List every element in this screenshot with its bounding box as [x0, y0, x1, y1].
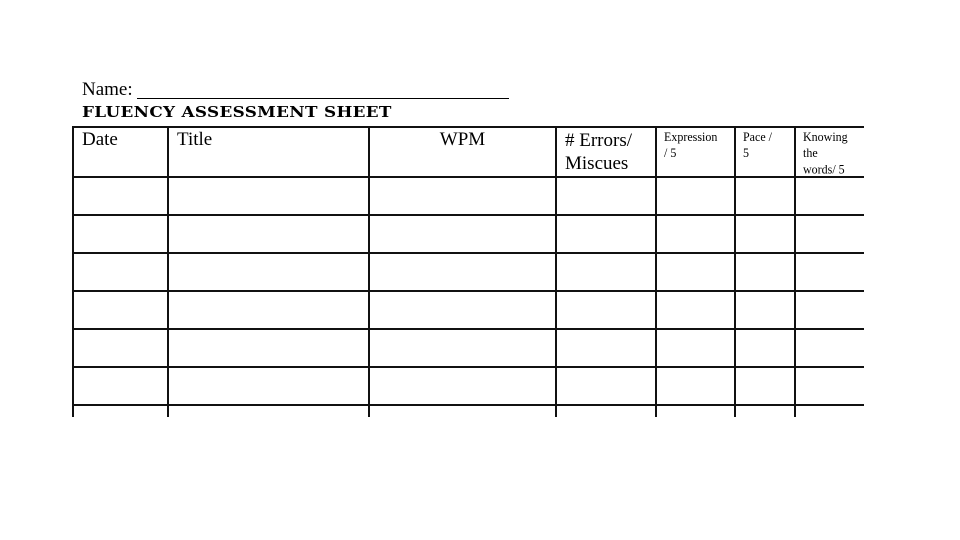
- column-header-label: Title: [177, 129, 213, 150]
- table-cell[interactable]: [73, 329, 168, 367]
- table-cell[interactable]: [168, 367, 369, 405]
- table-header-row: [73, 127, 864, 177]
- column-header-label: Pace / 5: [743, 129, 772, 161]
- table-cell[interactable]: [735, 367, 795, 405]
- table-row: [73, 215, 864, 253]
- table-cell[interactable]: [168, 329, 369, 367]
- table-cell[interactable]: [73, 367, 168, 405]
- table-cell[interactable]: [73, 177, 168, 215]
- table-cell[interactable]: [168, 405, 369, 417]
- table-cell[interactable]: [795, 253, 864, 291]
- table-cell[interactable]: [556, 405, 656, 417]
- table-row: [73, 405, 864, 417]
- table-row: [73, 367, 864, 405]
- table-cell[interactable]: [369, 405, 556, 417]
- table-cell[interactable]: [556, 177, 656, 215]
- table-cell[interactable]: [168, 215, 369, 253]
- column-header-knowing-words: [795, 127, 864, 177]
- table-cell[interactable]: [168, 177, 369, 215]
- table-cell[interactable]: [73, 215, 168, 253]
- table-cell[interactable]: [73, 253, 168, 291]
- table-cell[interactable]: [735, 405, 795, 417]
- table-row: [73, 329, 864, 367]
- column-header-wpm: [369, 127, 556, 177]
- table-cell[interactable]: [556, 367, 656, 405]
- table-row: [73, 177, 864, 215]
- table-cell[interactable]: [369, 329, 556, 367]
- table-row: [73, 291, 864, 329]
- table-cell[interactable]: [795, 367, 864, 405]
- table-cell[interactable]: [73, 405, 168, 417]
- table-cell[interactable]: [369, 291, 556, 329]
- table-cell[interactable]: [168, 291, 369, 329]
- column-header-label: # Errors/ Miscues: [565, 130, 633, 174]
- column-header-expression: [656, 127, 735, 177]
- name-label: Name:: [82, 79, 133, 100]
- table-cell[interactable]: [656, 405, 735, 417]
- table-cell[interactable]: [656, 329, 735, 367]
- table-cell[interactable]: [168, 253, 369, 291]
- assessment-table: [72, 126, 864, 417]
- table-cell[interactable]: [656, 253, 735, 291]
- table-cell[interactable]: [556, 253, 656, 291]
- column-header-title: [168, 127, 369, 177]
- table-cell[interactable]: [556, 291, 656, 329]
- sheet-title: FLUENCY ASSESSMENT SHEET: [82, 103, 392, 121]
- table-cell[interactable]: [735, 329, 795, 367]
- table-cell[interactable]: [556, 215, 656, 253]
- table-cell[interactable]: [656, 177, 735, 215]
- table-cell[interactable]: [735, 291, 795, 329]
- table-cell[interactable]: [795, 329, 864, 367]
- table-cell[interactable]: [656, 367, 735, 405]
- assessment-table-body: [73, 177, 864, 417]
- table-row: [73, 253, 864, 291]
- table-cell[interactable]: [369, 253, 556, 291]
- name-blank-line: [137, 98, 509, 99]
- table-cell[interactable]: [369, 215, 556, 253]
- column-header-pace: [735, 127, 795, 177]
- name-row: [82, 77, 509, 101]
- column-header-errors: [556, 127, 656, 177]
- table-cell[interactable]: [369, 367, 556, 405]
- column-header-label: WPM: [439, 129, 486, 150]
- table-cell[interactable]: [795, 177, 864, 215]
- table-cell[interactable]: [795, 215, 864, 253]
- table-cell[interactable]: [795, 405, 864, 417]
- table-cell[interactable]: [735, 215, 795, 253]
- column-header-date: [73, 127, 168, 177]
- table-cell[interactable]: [556, 329, 656, 367]
- column-header-label: Expression / 5: [664, 129, 718, 161]
- table-cell[interactable]: [795, 291, 864, 329]
- assessment-table-wrapper: [72, 126, 864, 417]
- table-cell[interactable]: [369, 177, 556, 215]
- column-header-label: Date: [82, 129, 118, 150]
- table-cell[interactable]: [656, 291, 735, 329]
- table-cell[interactable]: [656, 215, 735, 253]
- table-cell[interactable]: [73, 291, 168, 329]
- column-header-label: Knowing the words/ 5: [803, 129, 848, 177]
- table-cell[interactable]: [735, 253, 795, 291]
- table-cell[interactable]: [735, 177, 795, 215]
